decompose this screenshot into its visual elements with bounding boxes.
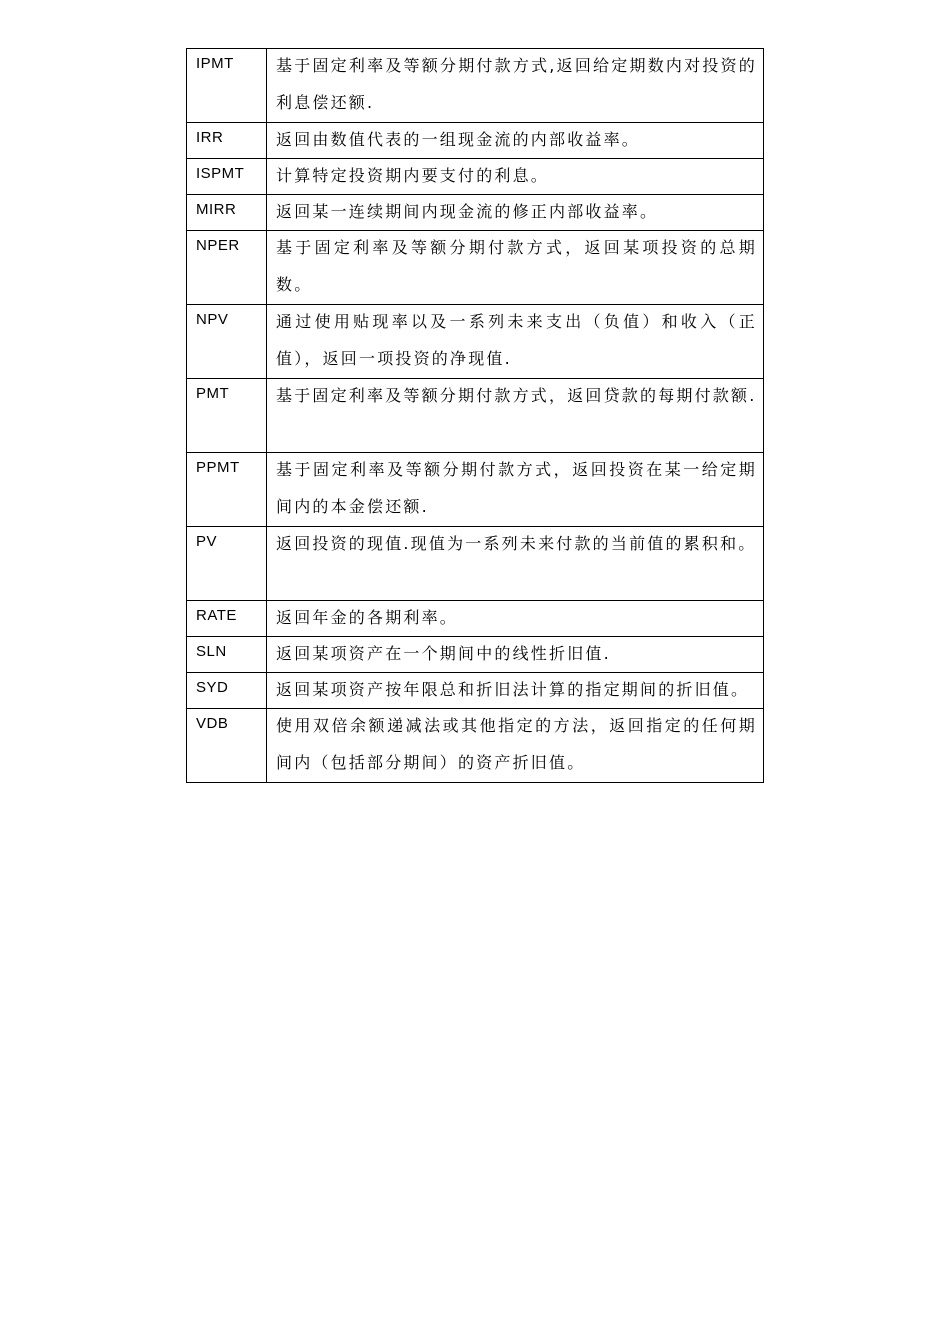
financial-functions-table xyxy=(186,48,764,783)
function-description-cell xyxy=(267,527,764,601)
function-description-cell xyxy=(267,49,764,123)
function-description: 基于固定利率及等额分期付款方式，返回某项投资的总期数。 xyxy=(276,238,757,294)
function-description: 返回某项资产在一个期间中的线性折旧值. xyxy=(276,644,611,663)
function-name-cell: IPMT xyxy=(187,49,267,123)
table-row xyxy=(187,453,764,527)
function-description-cell xyxy=(267,637,764,673)
function-description-cell xyxy=(267,601,764,637)
table-row xyxy=(187,305,764,379)
function-description-cell xyxy=(267,195,764,231)
function-description: 返回年金的各期利率。 xyxy=(276,608,459,627)
function-description: 基于固定利率及等额分期付款方式，返回投资在某一给定期间内的本金偿还额. xyxy=(276,460,757,516)
function-description: 通过使用贴现率以及一系列未来支出（负值）和收入（正值），返回一项投资的净现值. xyxy=(276,312,757,368)
table-row xyxy=(187,231,764,305)
table-row xyxy=(187,159,764,195)
function-name-cell: SYD xyxy=(187,673,267,709)
table-row xyxy=(187,601,764,637)
function-description: 返回由数值代表的一组现金流的内部收益率。 xyxy=(276,130,641,149)
function-name-cell: PV xyxy=(187,527,267,601)
function-description-cell xyxy=(267,453,764,527)
function-description: 基于固定利率及等额分期付款方式，返回贷款的每期付款额. xyxy=(276,386,757,405)
function-description-cell xyxy=(267,709,764,783)
function-description-cell xyxy=(267,123,764,159)
table-row xyxy=(187,379,764,453)
table-row xyxy=(187,195,764,231)
function-name-cell: PMT xyxy=(187,379,267,453)
table-row xyxy=(187,673,764,709)
function-name-cell: PPMT xyxy=(187,453,267,527)
function-name-cell: ISPMT xyxy=(187,159,267,195)
function-name-cell: VDB xyxy=(187,709,267,783)
table-row xyxy=(187,527,764,601)
function-description-cell xyxy=(267,231,764,305)
function-description-cell xyxy=(267,159,764,195)
function-name-cell: MIRR xyxy=(187,195,267,231)
function-description: 返回某一连续期间内现金流的修正内部收益率。 xyxy=(276,202,659,221)
function-description-cell xyxy=(267,673,764,709)
function-name-cell: NPER xyxy=(187,231,267,305)
table-row xyxy=(187,709,764,783)
function-description: 返回某项资产按年限总和折旧法计算的指定期间的折旧值。 xyxy=(276,680,750,699)
table-row xyxy=(187,123,764,159)
function-description-cell xyxy=(267,379,764,453)
function-description: 基于固定利率及等额分期付款方式,返回给定期数内对投资的利息偿还额. xyxy=(276,56,757,112)
function-name-cell: NPV xyxy=(187,305,267,379)
function-name-cell: RATE xyxy=(187,601,267,637)
function-description: 使用双倍余额递减法或其他指定的方法，返回指定的任何期间内（包括部分期间）的资产折旧值。 xyxy=(276,716,757,772)
function-description: 返回投资的现值.现值为一系列未来付款的当前值的累积和。 xyxy=(276,534,757,553)
table-row xyxy=(187,49,764,123)
table-row xyxy=(187,637,764,673)
function-name-cell: SLN xyxy=(187,637,267,673)
function-description-cell xyxy=(267,305,764,379)
function-description: 计算特定投资期内要支付的利息。 xyxy=(276,166,550,185)
function-name-cell: IRR xyxy=(187,123,267,159)
